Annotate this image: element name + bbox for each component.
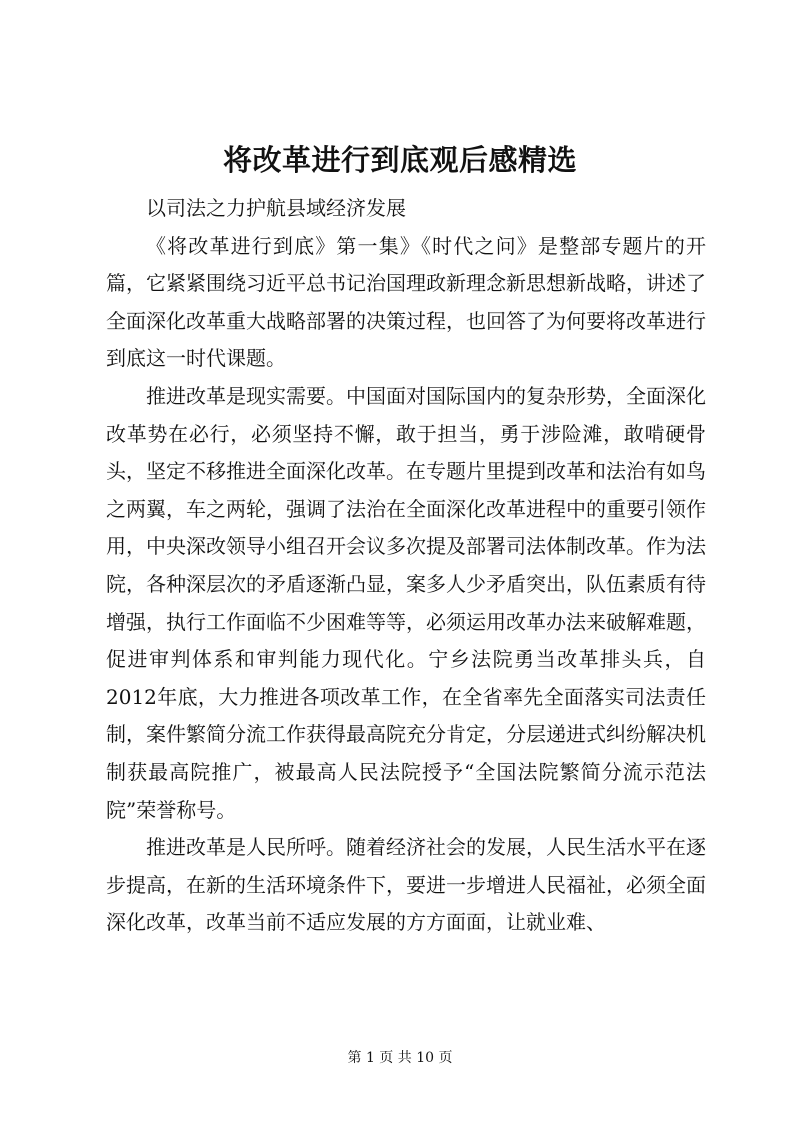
- document-title: 将改革进行到底观后感精选: [222, 143, 577, 177]
- body-paragraph: 推进改革是人民所呼。随着经济社会的发展，人民生活水平在逐步提高，在新的生活环境条件下，要进一步增进人民福祉，必须全面深化改革，改革当前不适应发展的方方面面，让就业难、: [106, 835, 706, 935]
- document-body: [106, 190, 706, 942]
- body-paragraph: 推进改革是现实需要。中国面对国际国内的复杂形势，全面深化改革势在必行，必须坚持不懈，敢于担当，勇于涉险滩，敢啃硬骨头，坚定不移推进全面深化改革。在专题片里提到改革和法治有如鸟之两翼，车之两轮，强调了法治在全面深化改革进程中的重要引领作用，中央深改领导小组召开会议多次提及部署司法体制改革。作为法院，各种深层次的矛盾逐渐凸显，案多人少矛盾突出，队伍素质有待增强，执行工作面临不少困难等等，必须运用改革办法来破解难题，促进审判体系和审判能力现代化。宁乡法院勇当改革排头兵，自2012年底，大力推进各项改革工作，在全省率先全面落实司法责任制，案件繁简分流工作获得最高院充分肯定，分层递进式纠纷解决机制获最高院推广，被最高人民法院授予“全国法院繁简分流示范法院”荣誉称号。: [106, 383, 706, 822]
- subtitle-paragraph: 以司法之力护航县域经济发展: [146, 196, 406, 220]
- page-number-footer: 第 1 页 共 10 页: [347, 1050, 453, 1066]
- body-paragraph: 《将改革进行到底》第一集》《时代之问》是整部专题片的开篇，它紧紧围绕习近平总书记治国理政新理念新思想新战略，讲述了全面深化改革重大战略部署的决策过程，也回答了为何要将改革进行到底这一时代课题。: [106, 233, 706, 371]
